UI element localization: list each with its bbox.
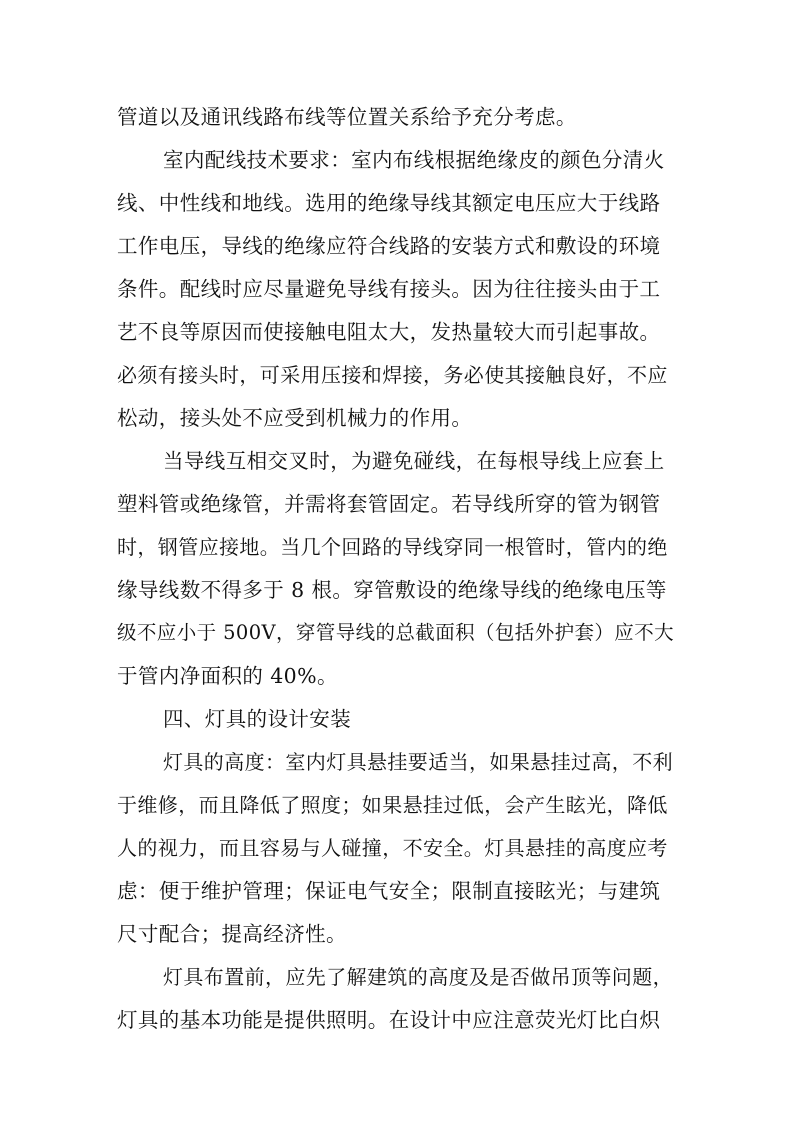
text-line: 工作电压，导线的绝缘应符合线路的安装方式和敷设的环境 (117, 234, 661, 258)
text-line: 松动，接头处不应受到机械力的作用。 (117, 406, 473, 430)
section-heading: 四、灯具的设计安装 (163, 707, 352, 731)
text-line: 线、中性线和地线。选用的绝缘导线其额定电压应大于线路 (117, 191, 661, 215)
text-line: 塑料管或绝缘管，并需将套管固定。若导线所穿的管为钢管 (117, 492, 661, 516)
paragraph-start-line: 当导线互相交叉时，为避免碰线，在每根导线上应套上 (163, 449, 665, 473)
paragraph-start-line: 室内配线技术要求：室内布线根据绝缘皮的颜色分清火 (163, 148, 665, 172)
paragraph-start-line: 灯具布置前，应先了解建筑的高度及是否做吊顶等问题， (163, 965, 673, 989)
text-line: 于维修，而且降低了照度；如果悬挂过低，会产生眩光，降低 (117, 793, 668, 817)
text-line: 艺不良等原因而使接触电阻太大，发热量较大而引起事故。 (117, 320, 661, 344)
text-line: 人的视力，而且容易与人碰撞，不安全。灯具悬挂的高度应考 (117, 836, 668, 860)
text-line: 虑：便于维护管理；保证电气安全；限制直接眩光；与建筑 (117, 879, 661, 903)
text-line: 于管内净面积的 40%。 (117, 664, 338, 688)
text-line: 缘导线数不得多于 8 根。穿管敷设的绝缘导线的绝缘电压等 (117, 578, 667, 602)
text-line: 级不应小于 500V，穿管导线的总截面积（包括外护套）应不大 (117, 621, 675, 644)
text-line: 管道以及通讯线路布线等位置关系给予充分考虑。 (117, 105, 577, 129)
paragraph-start-line: 灯具的高度：室内灯具悬挂要适当，如果悬挂过高，不利 (163, 750, 673, 774)
text-line: 必须有接头时，可采用压接和焊接，务必使其接触良好，不应 (117, 363, 668, 387)
text-line: 灯具的基本功能是提供照明。在设计中应注意荧光灯比白炽 (117, 1008, 661, 1032)
text-line: 时，钢管应接地。当几个回路的导线穿同一根管时，管内的绝 (117, 535, 668, 559)
text-line: 尺寸配合；提高经济性。 (117, 922, 347, 946)
text-line: 条件。配线时应尽量避免导线有接头。因为往往接头由于工 (117, 277, 661, 301)
